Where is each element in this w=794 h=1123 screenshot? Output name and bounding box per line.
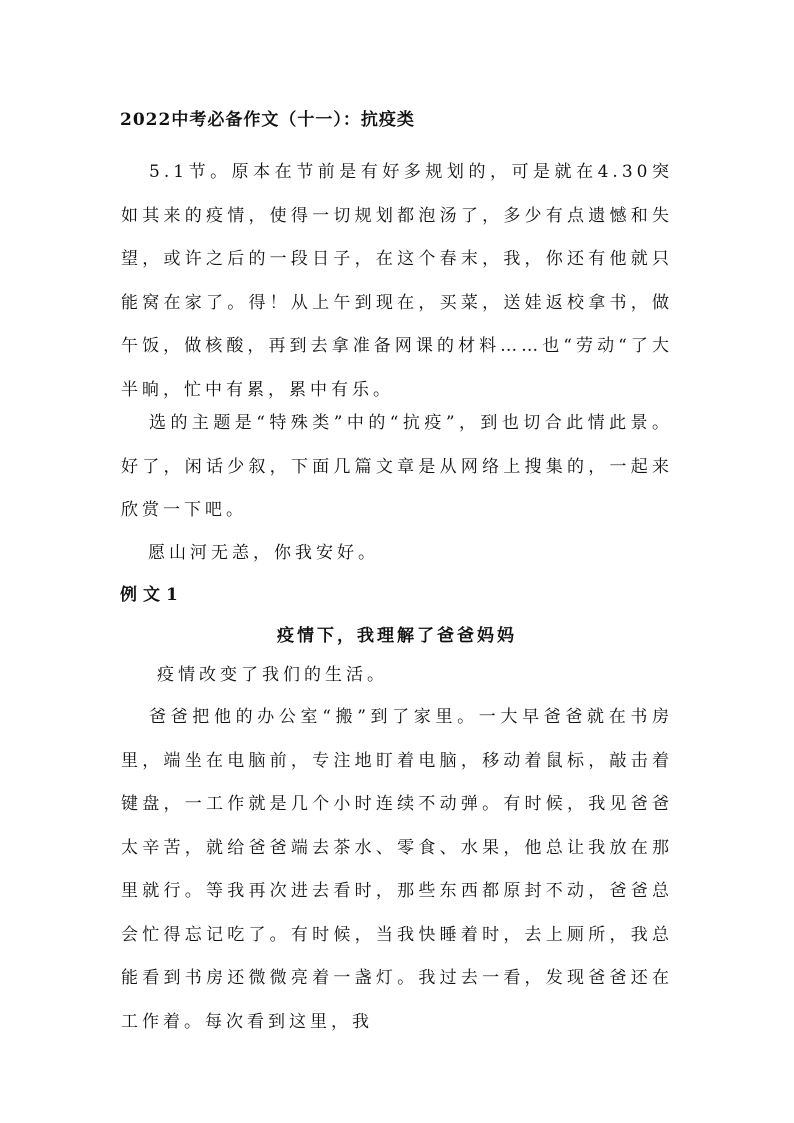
intro-paragraph-2: 选的主题是“特殊类”中的“抗疫”，到也切合此情此景。好了，闲话少叙，下面几篇文章是从网络上搜集的，一起来欣赏一下吧。 [121,413,673,520]
essay-first-line: 疫情改变了我们的生活。 [157,665,388,685]
intro-paragraph-1: 5.1节。原本在节前是有好多规划的，可是就在4.30突如其来的疫情，使得一切规划都泡汤了，多少有点遗憾和失望，或许之后的一段日子，在这个春末，我，你还有他就只能窝在家了。得！从上午到现在，买菜，送娃返校拿书，做午饭，做核酸，再到去拿准备网课的材料……也“劳动“了大半晌，忙中有累，累中有乐。 [121,162,673,400]
document-title: 2022中考必备作文（十一）：抗疫类 [120,110,415,130]
intro-paragraph-3: 愿山河无恙，你我安好。 [148,543,379,563]
essay-title: 疫情下，我理解了爸爸妈妈 [277,626,517,646]
example-label: 例文1 [120,585,184,605]
essay-body-paragraph: 爸爸把他的办公室“搬”到了家里。一大早爸爸就在书房里，端坐在电脑前，专注地盯着电脑，移动着鼠标，敲击着键盘，一工作就是几个小时连续不动弹。有时候，我见爸爸太辛苦，就给爸爸端去茶水、零食、水果，他总让我放在那里就行。等我再次进去看时，那些东西都原封不动，爸爸总会忙得忘记吃了。有时候，当我快睡着时，去上厕所，我总能看到书房还微微亮着一盏灯。我过去一看，发现爸爸还在工作着。每次看到这里，我 [121,707,673,1032]
